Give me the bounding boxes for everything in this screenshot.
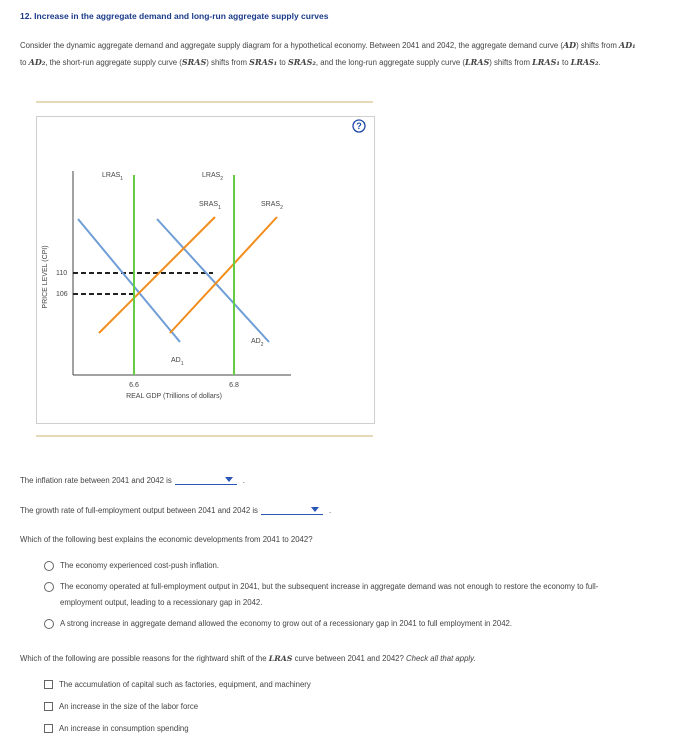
help-icon [352, 119, 366, 133]
explanation-option-3[interactable]: A strong increase in aggregate demand allowed the economy to grow out of a recessionary gap in 2041 to full employment in 2042. [44, 616, 600, 632]
checkbox[interactable] [44, 680, 53, 689]
x-axis-label: REAL GDP (Trillions of dollars) [126, 393, 222, 400]
divider-top [36, 101, 373, 103]
intro-paragraph: Consider the dynamic aggregate demand and aggregate supply diagram for a hypothetical economy. Between 2041 and 2042, the aggregate demand curve (AD) shifts from AD₁ to AD₂, the short-run aggregate supply curve (SRAS) shifts from SRAS₁ to SRAS₂, and the long-run aggregate supply curve (LRAS) shifts from LRAS₁ to LRAS₂. [20, 40, 636, 67]
sras2-curve [170, 217, 277, 333]
help-button[interactable] [352, 119, 366, 133]
ad1-label: $AD_1$ [171, 357, 184, 367]
x-tick-6-6: 6.6 [129, 382, 139, 389]
radio-button[interactable] [44, 561, 54, 571]
ad2-curve [157, 219, 269, 342]
growth-rate-dropdown[interactable] [261, 504, 323, 515]
checkbox[interactable] [44, 702, 53, 711]
inflation-question-text: The inflation rate between 2041 and 2042 is [20, 476, 172, 485]
growth-question: The growth rate of full-employment output between 2041 and 2042 is . [20, 506, 332, 515]
lras-shift-question: Which of the following are possible reasons for the rightward shift of the LRAS curve between 2041 and 2042? Check all that apply. [20, 654, 476, 663]
y-tick-110: 110 [56, 270, 68, 277]
ad2-label: $AD_2$ [251, 338, 264, 348]
lras-reason-option-3[interactable]: An increase in consumption spending [44, 721, 599, 737]
sras2-label: $SRAS_2$ [261, 201, 283, 211]
y-axis-label: PRICE LEVEL (CPI) [42, 245, 49, 309]
explanation-option-1[interactable]: The economy experienced cost-push inflation. [44, 558, 600, 574]
ad-as-graph [37, 117, 374, 423]
graph-panel [36, 116, 375, 424]
inflation-rate-dropdown[interactable] [175, 474, 237, 485]
chevron-down-icon [225, 477, 233, 482]
checkbox[interactable] [44, 724, 53, 733]
lras-reason-option-2[interactable]: An increase in the size of the labor force [44, 699, 599, 715]
x-tick-6-8: 6.8 [229, 382, 239, 389]
lras2-label: $LRAS_2$ [202, 172, 224, 182]
svg-text:?: ? [356, 121, 362, 132]
sras1-label: $SRAS_1$ [199, 201, 221, 211]
explanation-option-2[interactable]: The economy operated at full-employment output in 2041, but the subsequent increase in aggregate demand was not enough to restore the economy to full-employment output, leading to a recessionary gap in 2042. [44, 579, 600, 611]
ad1-curve [78, 219, 180, 342]
explanation-question: Which of the following best explains the economic developments from 2041 to 2042? [20, 535, 313, 544]
radio-button[interactable] [44, 619, 54, 629]
chevron-down-icon [311, 507, 319, 512]
growth-question-text: The growth rate of full-employment output between 2041 and 2042 is [20, 506, 258, 515]
inflation-question: The inflation rate between 2041 and 2042 is . [20, 476, 245, 485]
divider-bottom [36, 435, 373, 437]
radio-button[interactable] [44, 582, 54, 592]
question-title: 12. Increase in the aggregate demand and long-run aggregate supply curves [20, 11, 329, 21]
lras1-label: $LRAS_1$ [102, 172, 124, 182]
lras-reason-option-1[interactable]: The accumulation of capital such as factories, equipment, and machinery [44, 677, 599, 693]
y-tick-106: 106 [56, 291, 68, 298]
